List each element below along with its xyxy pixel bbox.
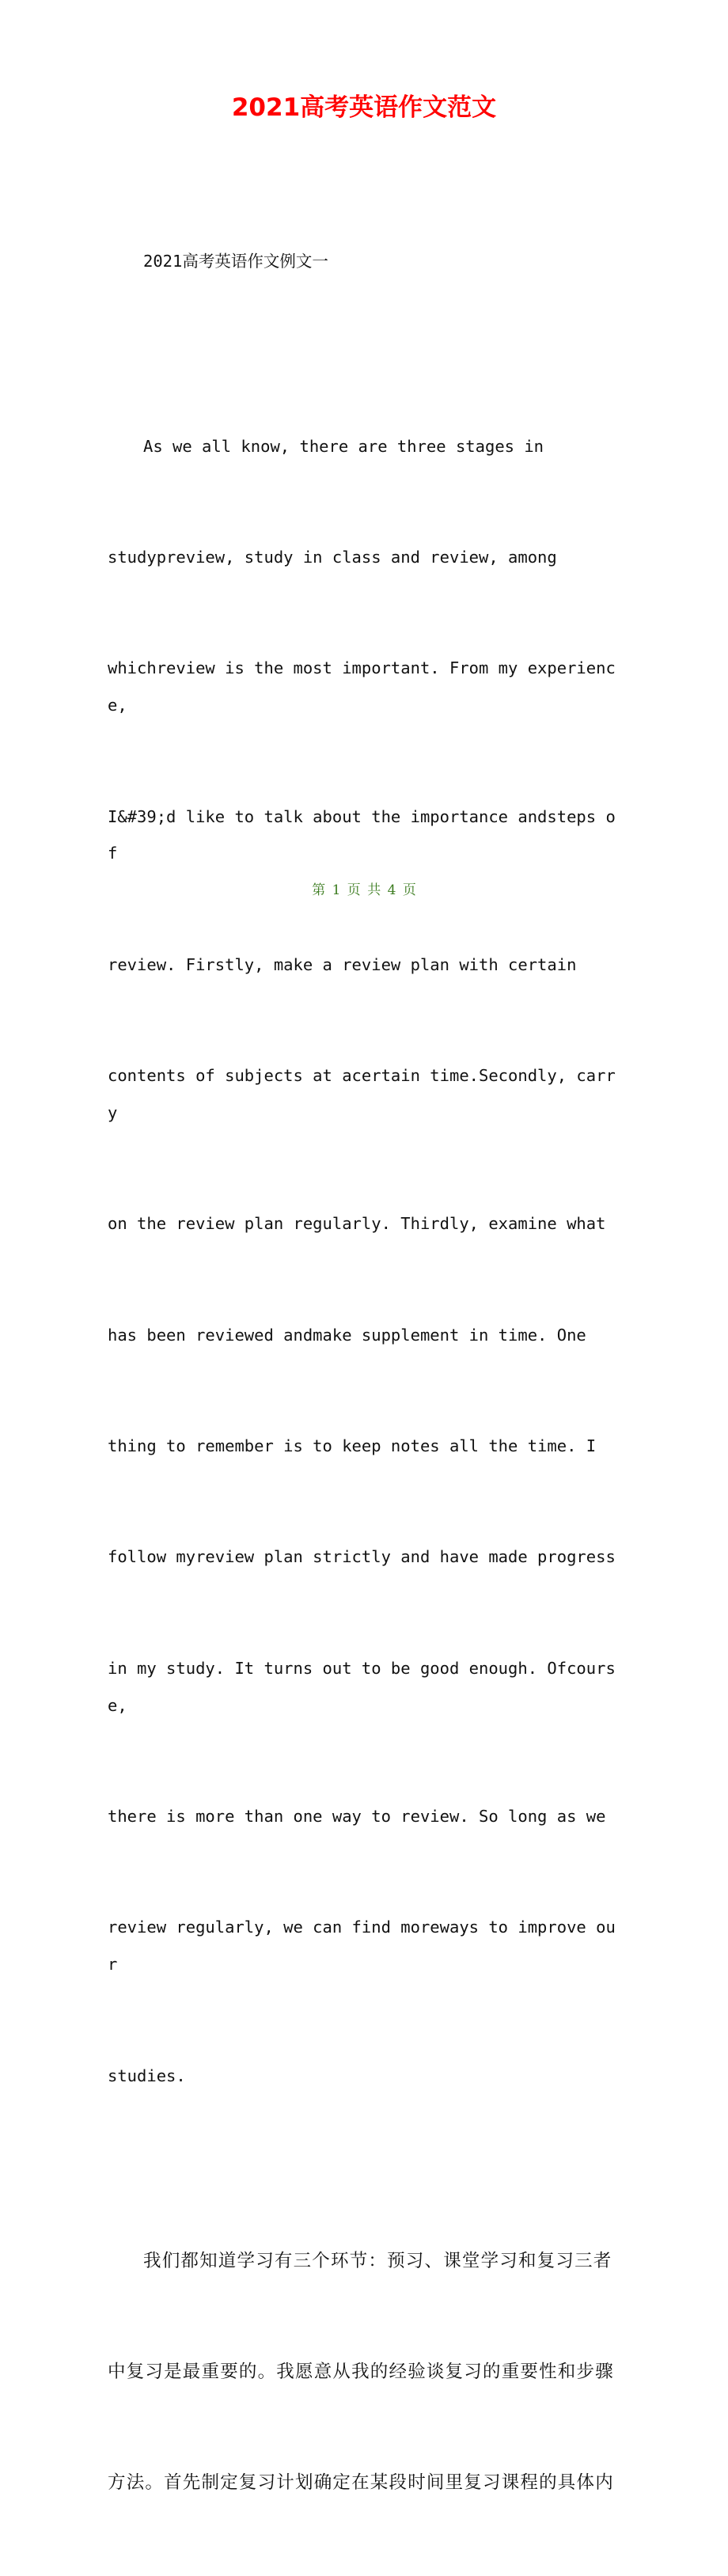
english-line: review. Firstly, make a review plan with certain (108, 954, 577, 974)
english-line: whichreview is the most important. From my experience, (108, 658, 616, 715)
english-line: has been reviewed andmake supplement in time. One (108, 1325, 586, 1345)
english-line: contents of subjects at acertain time.Secondly, carry (108, 1066, 616, 1122)
english-line: As we all know, there are three stages in (143, 436, 544, 456)
english-line: I&#39;d like to talk about the importance andsteps of (108, 806, 616, 863)
chinese-line: 我们都知道学习有三个环节：预习、课堂学习和复习三者 (143, 2250, 612, 2271)
subtitle-line: 2021高考英语作文例文一 (143, 251, 328, 271)
subtitle-paragraph (108, 169, 622, 354)
english-paragraph (108, 354, 622, 2168)
english-line: studies. (108, 2066, 186, 2085)
chinese-line: 方法。首先制定复习计划确定在某段时间里复习课程的具体内 (108, 2472, 614, 2494)
english-line: studypreview, study in class and review, among (108, 547, 557, 567)
page-footer: 第 1 页 共 4 页 (312, 882, 416, 898)
english-line: there is more than one way to review. So long as we (108, 1807, 606, 1827)
chinese-paragraph (108, 2168, 622, 2576)
english-line: on the review plan regularly. Thirdly, examine what (108, 1214, 606, 1234)
english-line: review regularly, we can find moreways to improve our (108, 1918, 616, 1975)
document-title: 2021高考英语作文范文 (231, 93, 497, 122)
document-body (108, 169, 622, 2576)
english-line: in my study. It turns out to be good enough. Ofcourse, (108, 1658, 616, 1715)
chinese-line: 中复习是最重要的。我愿意从我的经验谈复习的重要性和步骤 (108, 2362, 614, 2383)
english-line: thing to remember is to keep notes all the time. I (108, 1436, 597, 1456)
english-line: follow myreview plan strictly and have made progress (108, 1547, 616, 1567)
